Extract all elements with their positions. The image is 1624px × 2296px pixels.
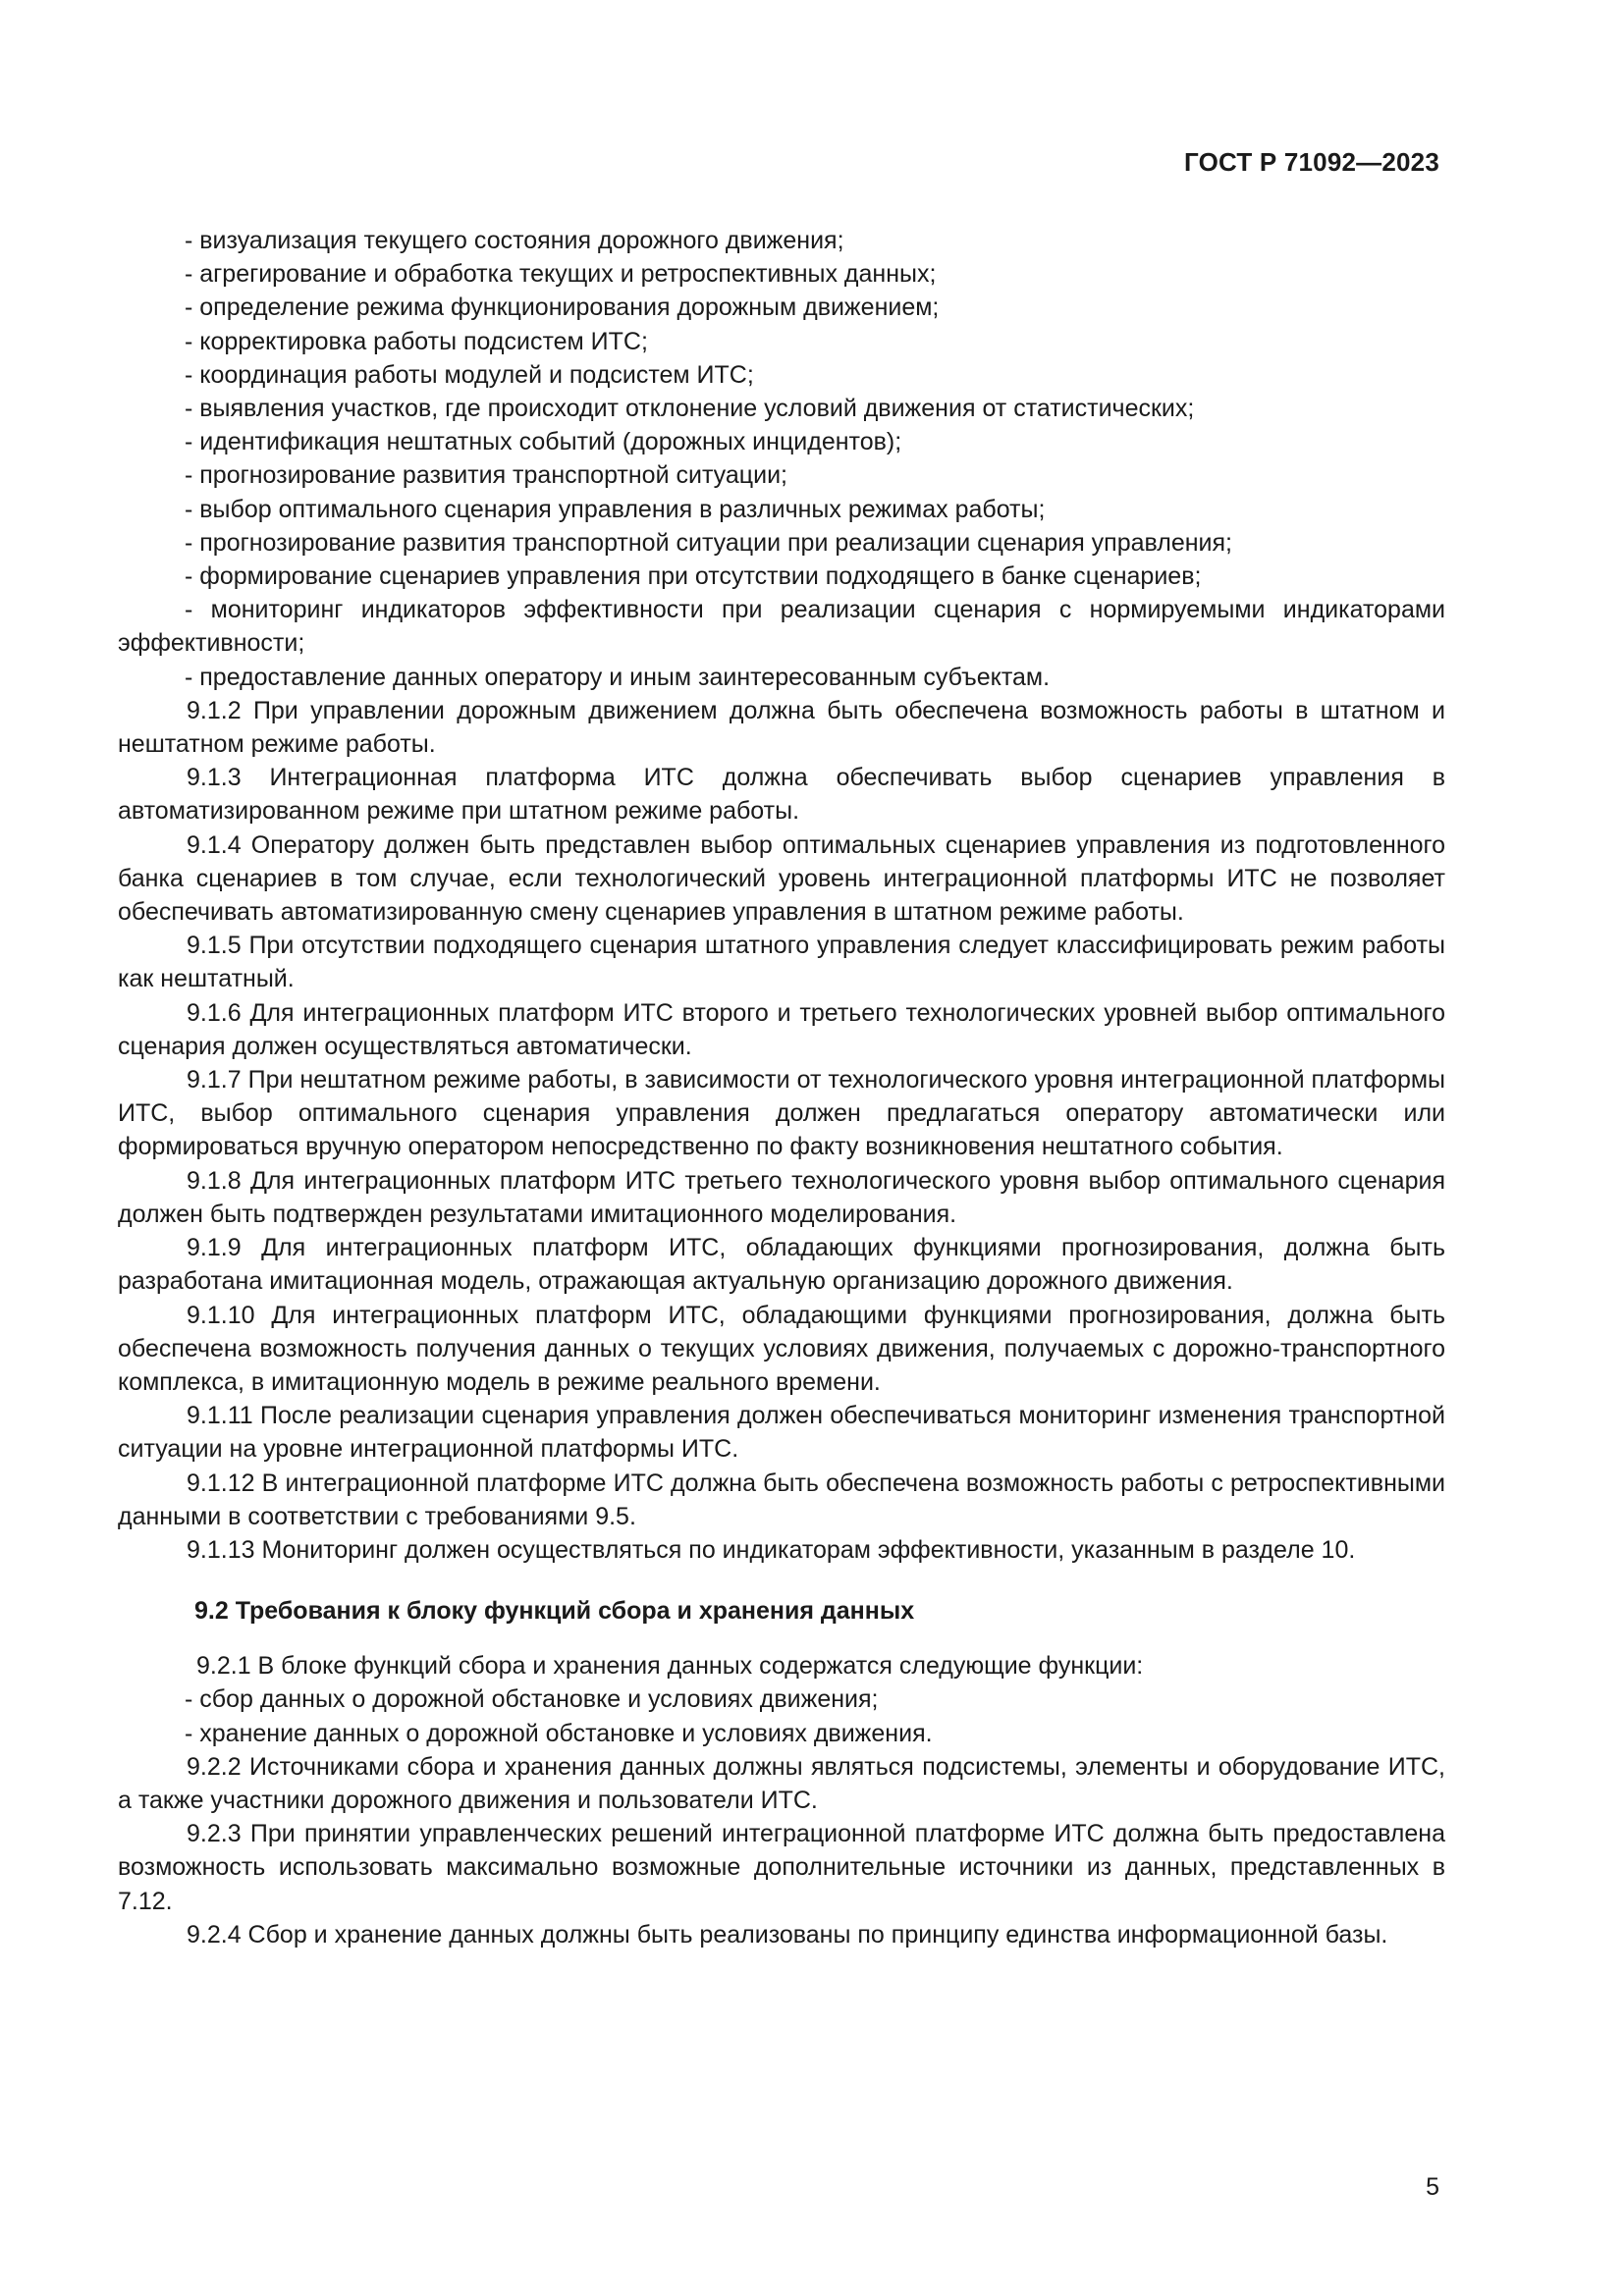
document-body — [118, 224, 1445, 1951]
list-item: - сбор данных о дорожной обстановке и условиях движения; — [185, 1685, 879, 1714]
clause-9-2-2: 9.2.2 Источниками сбора и хранения данных должны являться подсистемы, элементы и оборудование ИТС, а также участники дорожного движения и пользователи ИТС. — [118, 1752, 1445, 1814]
clause-9-1-7: 9.1.7 При нештатном режиме работы, в зависимости от технологического уровня интеграционной платформы ИТС, выбор оптимального сценария управления должен предлагаться оператору автоматически или формироваться вручную оператором непосредственно по факту возникновения нештатного события. — [118, 1066, 1445, 1161]
list-item: - прогнозирование развития транспортной ситуации; — [185, 461, 788, 490]
clause-9-1-12: 9.1.12 В интеграционной платформе ИТС должна быть обеспечена возможность работы с ретроспективными данными в соответствии с требованиями 9.5. — [118, 1468, 1445, 1530]
list-item: - формирование сценариев управления при отсутствии подходящего в банке сценариев; — [185, 562, 1202, 591]
list-item: - агрегирование и обработка текущих и ретроспективных данных; — [185, 260, 937, 289]
page-number: 5 — [1426, 2173, 1439, 2201]
clause-9-1-2: 9.1.2 При управлении дорожным движением должна быть обеспечена возможность работы в штатном и нештатном режиме работы. — [118, 696, 1445, 759]
clause-9-2-4: 9.2.4 Сбор и хранение данных должны быть реализованы по принципу единства информационной базы. — [187, 1920, 1388, 1949]
list-item: - идентификация нештатных событий (дорожных инцидентов); — [185, 428, 902, 456]
clause-9-2-3: 9.2.3 При принятии управленческих решений интеграционной платформе ИТС должна быть предоставлена возможность использовать максимально возможные дополнительные источники из данных, представленных в 7.12. — [118, 1820, 1445, 1915]
list-item: - предоставление данных оператору и иным заинтересованным субъектам. — [185, 663, 1051, 691]
clause-9-1-5: 9.1.5 При отсутствии подходящего сценария штатного управления следует классифицировать режим работы как нештатный. — [118, 932, 1445, 993]
list-item: - выявления участков, где происходит отклонение условий движения от статистических; — [185, 395, 1195, 423]
section-9-2-body — [118, 1649, 1445, 1951]
clause-9-1-13: 9.1.13 Мониторинг должен осуществляться по индикаторам эффективности, указанным в разделе 10. — [187, 1535, 1356, 1564]
list-item: - хранение данных о дорожной обстановке и условиях движения. — [185, 1719, 933, 1747]
clause-9-1-6: 9.1.6 Для интеграционных платформ ИТС второго и третьего технологических уровней выбор оптимального сценария должен осуществляться автоматически. — [118, 998, 1445, 1060]
clauses-9-1 — [118, 694, 1445, 1567]
function-list-9-1 — [118, 224, 1445, 694]
clause-9-1-11: 9.1.11 После реализации сценария управления должен обеспечиваться мониторинг изменения транспортной ситуации на уровне интеграционной платформы ИТС. — [118, 1402, 1445, 1464]
clause-9-1-4: 9.1.4 Оператору должен быть представлен выбор оптимальных сценариев управления из подготовленного банка сценариев в том случае, если технологический уровень интеграционной платформы ИТС не позволяет обеспечивать автоматизированную смену сценариев управления в штатном режиме работы. — [118, 830, 1445, 927]
clause-9-1-10: 9.1.10 Для интеграционных платформ ИТС, обладающими функциями прогнозирования, должна быть обеспечена возможность получения данных о текущих условиях движения, получаемых с дорожно-транспортного комплекса, в имитационную модель в режиме реального времени. — [118, 1301, 1445, 1396]
list-item: - прогнозирование развития транспортной ситуации при реализации сценария управления; — [185, 528, 1232, 557]
document-designation: ГОСТ Р 71092—2023 — [1184, 147, 1439, 177]
list-item: - мониторинг индикаторов эффективности при реализации сценария с нормируемыми индикаторами эффективности; — [118, 596, 1445, 658]
clause-9-1-8: 9.1.8 Для интеграционных платформ ИТС третьего технологического уровня выбор оптимального сценария должен быть подтвержден результатами имитационного моделирования. — [118, 1166, 1445, 1228]
clause-9-1-9: 9.1.9 Для интеграционных платформ ИТС, обладающих функциями прогнозирования, должна быть разработана имитационная модель, отражающая актуальную организацию дорожного движения. — [118, 1234, 1445, 1296]
list-item: - корректировка работы подсистем ИТС; — [185, 327, 648, 355]
list-item: - визуализация текущего состояния дорожного движения; — [185, 227, 844, 254]
list-item: - определение режима функционирования дорожным движением; — [185, 294, 940, 322]
clause-9-1-3: 9.1.3 Интеграционная платформа ИТС должна обеспечивать выбор сценариев управления в автоматизированном режиме при штатном режиме работы. — [118, 764, 1445, 826]
list-item: - координация работы модулей и подсистем ИТС; — [185, 360, 754, 389]
list-item: - выбор оптимального сценария управления в различных режимах работы; — [185, 495, 1046, 523]
clause-9-2-1: 9.2.1 В блоке функций сбора и хранения данных содержатся следующие функции: — [196, 1652, 1144, 1681]
section-heading-9-2: 9.2 Требования к блоку функций сбора и хранения данных — [194, 1597, 915, 1626]
